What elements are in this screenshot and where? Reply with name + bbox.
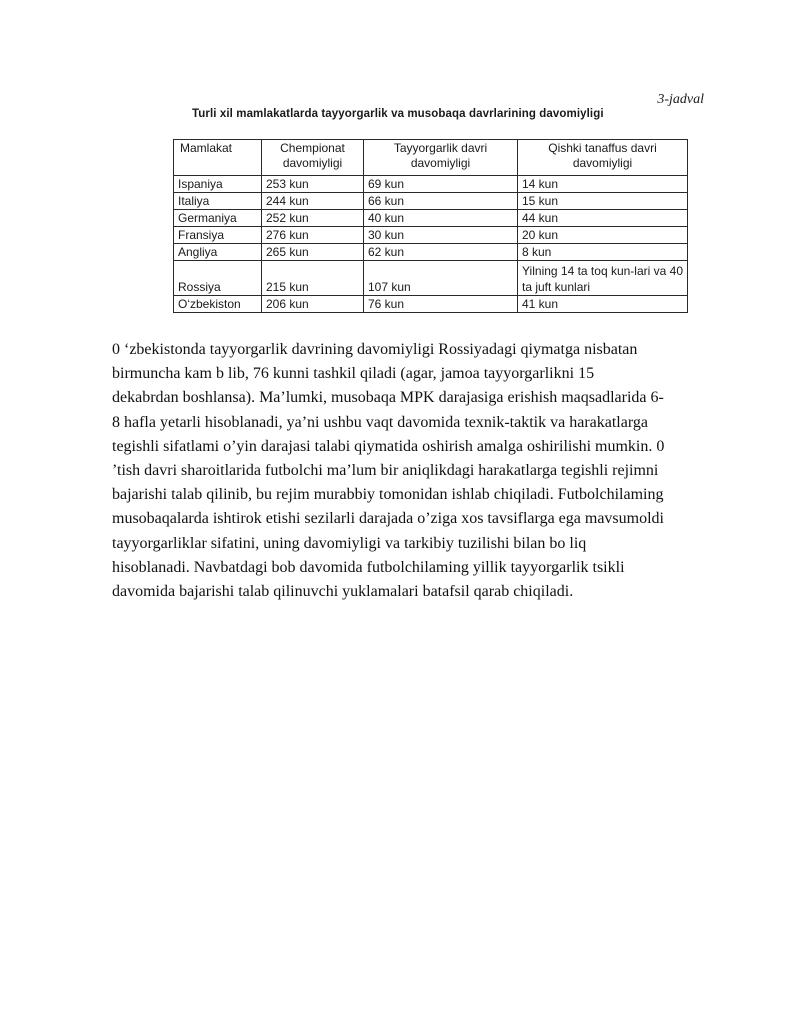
paragraph-line: 0 ‘zbekistonda tayyorgarlik davrining davomiyligi Rossiyadagi qiymatga nisbatan: [112, 341, 638, 358]
cell-country: Ispaniya: [174, 176, 262, 193]
cell-winter-break: 8 kun: [518, 244, 688, 261]
cell-winter-break: 15 kun: [518, 193, 688, 210]
cell-preparation: 69 kun: [364, 176, 518, 193]
paragraph-line: tegishli sifatlami o’yin darajasi talabi qiymatida oshirish amalga oshirilishi mumkin. 0: [112, 437, 665, 455]
cell-country: O‘zbekiston: [174, 296, 262, 313]
table-row: [174, 244, 688, 261]
cell-preparation: 66 kun: [364, 193, 518, 210]
cell-country: Germaniya: [174, 210, 262, 227]
cell-winter-break: 41 kun: [518, 296, 688, 313]
paragraph-line: birmuncha kam b lib, 76 kunni tashkil qiladi (agar, jamoa tayyorgarlikni 15: [112, 365, 595, 383]
cell-championship: 252 kun: [262, 210, 364, 227]
cell-championship: 265 kun: [262, 244, 364, 261]
paragraph-line: musobaqalarda ishtirok etishi sezilarli darajada o’ziga xos tavsiflarga ega mavsumoldi: [112, 510, 664, 528]
table-row: [174, 296, 688, 313]
table-row: [174, 227, 688, 244]
cell-winter-break: Yilning 14 ta toq kun-lari va 40 ta juft kunlari: [518, 261, 688, 296]
cell-championship: 215 kun: [262, 261, 364, 296]
cell-preparation: 76 kun: [364, 296, 518, 313]
table-row: [174, 210, 688, 227]
cell-country: Italiya: [174, 193, 262, 210]
header-championship-duration: Chempionat davomiyligi: [262, 140, 364, 176]
cell-championship: 206 kun: [262, 296, 364, 313]
duration-table: [173, 139, 688, 313]
table-row: [174, 261, 688, 296]
paragraph-line: tayyorgarliklar sifatini, uning davomiyligi va tarkibiy tuzilishi bilan bo liq: [112, 534, 587, 552]
cell-championship: 276 kun: [262, 227, 364, 244]
header-winter-break-duration: Qishki tanaffus davri davomiyligi: [518, 140, 688, 176]
table-header-row: [174, 140, 688, 176]
table-row: [174, 193, 688, 210]
header-country: Mamlakat: [174, 140, 262, 176]
cell-winter-break: 44 kun: [518, 210, 688, 227]
cell-winter-break: 14 kun: [518, 176, 688, 193]
paragraph-line: ’tish davri sharoitlarida futbolchi ma’lum bir aniqlikdagi harakatlarga tegishli rejimni: [112, 462, 659, 480]
paragraph-line: 8 hafla yetarli hisoblanadi, ya’ni ushbu vaqt davomida texnik-taktik va harakatlarga: [112, 413, 648, 431]
cell-country: Angliya: [174, 244, 262, 261]
cell-preparation: 107 kun: [364, 261, 518, 296]
body-paragraph: [112, 338, 748, 604]
table-label: 3-jadval: [657, 92, 704, 107]
paragraph-line: davomida bajarishi talab qilinuvchi yuklamalari batafsil qarab chiqiladi.: [112, 583, 574, 601]
table-title: Turli xil mamlakatlarda tayyorgarlik va musobaqa davrlarining davomiyligi: [192, 108, 604, 120]
cell-preparation: 40 kun: [364, 210, 518, 227]
table-row: [174, 176, 688, 193]
cell-preparation: 30 kun: [364, 227, 518, 244]
cell-country: Fransiya: [174, 227, 262, 244]
cell-preparation: 62 kun: [364, 244, 518, 261]
header-preparation-duration: Tayyorgarlik davri davomiyligi: [364, 140, 518, 176]
cell-country: Rossiya: [174, 261, 262, 296]
cell-winter-break: 20 kun: [518, 227, 688, 244]
paragraph-line: dekabrdan boshlansa). Ma’lumki, musobaqa MPK darajasiga erishish maqsadlarida 6-: [112, 389, 664, 407]
cell-championship: 253 kun: [262, 176, 364, 193]
cell-championship: 244 kun: [262, 193, 364, 210]
paragraph-line: hisoblanadi. Navbatdagi bob davomida futbolchilaming yillik tayyorgarlik tsikli: [112, 558, 625, 576]
paragraph-line: bajarishi talab qilinib, bu rejim murabbiy tomonidan ishlab chiqiladi. Futbolchilaming: [112, 486, 664, 504]
